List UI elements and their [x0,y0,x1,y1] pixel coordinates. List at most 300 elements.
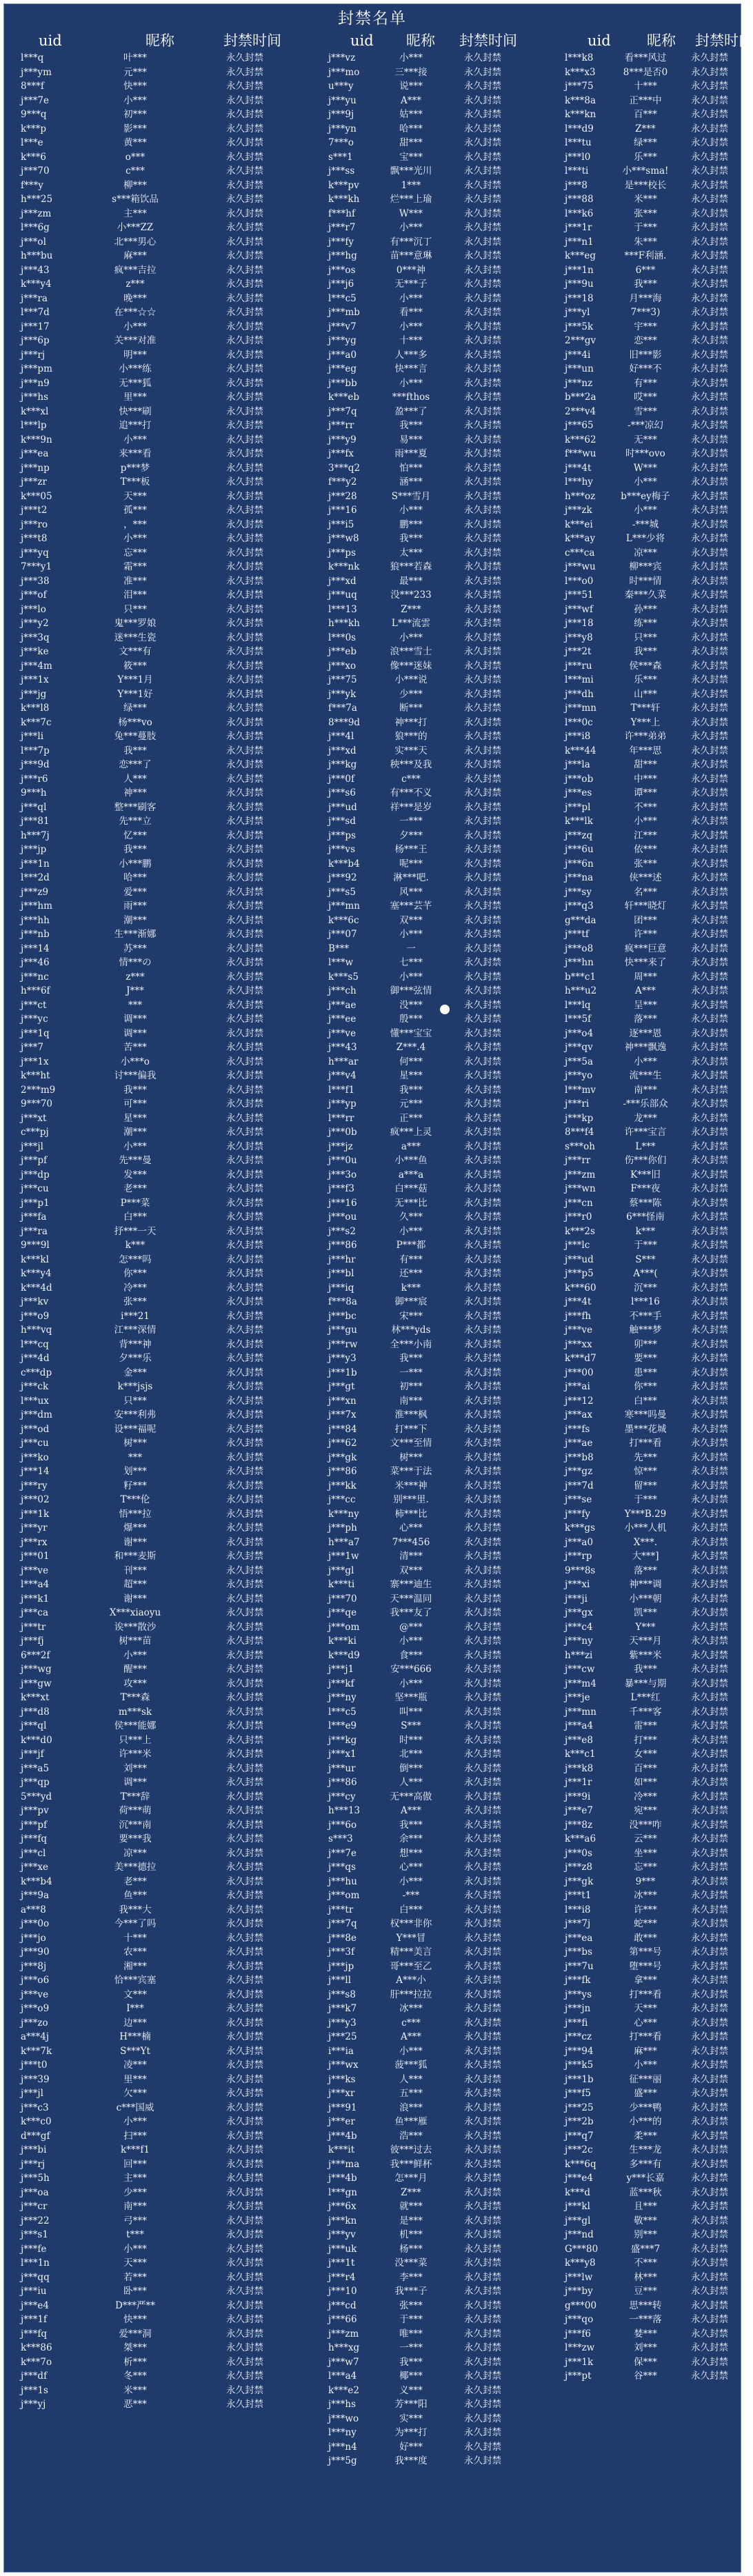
name-cell: L*** [635,1140,656,1152]
ban-time-cell: 永久封禁 [226,1395,263,1407]
name-cell: 追***打 [119,420,152,431]
name-cell: 凉*** [634,547,657,559]
table-row [4,433,741,447]
uid-cell: j***mn [328,900,360,912]
uid-cell: j***8e [328,1932,357,1944]
ban-time-cell: 永久封禁 [691,2158,728,2170]
ban-time-cell: 永久封禁 [691,250,728,261]
name-cell: 恰***宾塞 [114,1975,157,1986]
ban-time-cell: 永久封禁 [226,335,263,346]
uid-cell: j***ra [21,1225,48,1237]
uid-cell: j***hu [328,1875,357,1887]
name-cell: k***f1 [120,2144,150,2155]
ban-time-cell: 永久封禁 [691,1932,728,1944]
ban-time-cell: 永久封禁 [226,1904,263,1915]
table-row [4,2157,741,2171]
ban-time-cell: 永久封禁 [464,971,501,983]
name-cell: 9*** [635,1875,656,1887]
ban-time-cell: 永久封禁 [691,2173,728,2184]
ban-time-cell: 永久封禁 [464,590,501,601]
name-cell: 绿*** [634,137,657,148]
ban-time-cell: 永久封禁 [464,900,501,912]
ban-time-cell: 永久封禁 [464,2186,501,2198]
ban-time-cell: 永久封禁 [464,1636,501,1647]
uid-cell: l***zw [565,2342,595,2353]
ban-time-cell: 永久封禁 [464,307,501,318]
ban-time-cell: 永久封禁 [226,1381,263,1392]
uid-cell: j***4d [21,1353,50,1364]
uid-cell: j***v4 [328,1070,357,1081]
table-row [4,179,741,192]
name-cell: 蛇*** [634,1918,657,1929]
name-cell: 北*** [399,1749,423,1760]
ban-time-cell: 永久封禁 [691,2356,728,2368]
ban-time-cell: 永久封禁 [226,109,263,120]
uid-cell: k***eg [565,250,596,261]
name-cell: 倒*** [399,1762,423,1774]
uid-cell: k***b4 [328,858,360,869]
ban-time-cell: 永久封禁 [464,1466,501,1477]
ban-time-cell: 永久封禁 [226,1211,263,1222]
uid-cell: j***92 [328,872,357,883]
ban-time-cell: 永久封禁 [691,716,728,728]
ban-time-cell: 永久封禁 [464,1536,501,1548]
ban-time-cell: 永久封禁 [691,2031,728,2042]
uid-cell: j***9i [565,1791,591,1802]
uid-cell: l***c5 [328,292,357,304]
ban-time-cell: 永久封禁 [464,137,501,148]
ban-time-cell: 永久封禁 [464,236,501,248]
name-cell: 祥***是岁 [390,801,432,813]
name-cell: 小*** [399,1636,423,1647]
name-cell: 乐*** [634,674,657,685]
ban-time-cell: 永久封禁 [464,886,501,898]
ban-time-cell: 永久封禁 [691,1140,728,1152]
uid-cell: j***1f [21,2314,48,2325]
ban-time-cell: 永久封禁 [464,208,501,219]
uid-cell: j***zm [328,2328,359,2339]
name-cell: 七*** [399,957,423,968]
uid-cell: j***a4 [565,1720,594,1731]
uid-cell: 9***q [21,109,47,120]
ban-time-cell: 永久封禁 [691,872,728,883]
uid-cell: j***hr [328,1254,356,1265]
ban-time-cell: 永久封禁 [464,222,501,233]
ban-time-cell: 永久封禁 [226,1169,263,1180]
name-cell: 里*** [123,2073,147,2085]
uid-cell: j***l0 [565,151,591,163]
uid-cell: j***0s [565,1847,592,1859]
uid-cell: j***gz [565,1466,593,1477]
uid-cell: j***yu [328,94,357,106]
name-cell: 凉*** [123,1847,147,1859]
ban-time-cell: 永久封禁 [464,688,501,700]
table-row [4,2143,741,2157]
uid-cell: l***7p [21,745,50,756]
ban-time-cell: 永久封禁 [226,999,263,1011]
name-cell: 扫*** [123,2130,147,2142]
uid-cell: 8***9d [328,716,361,728]
uid-cell: j***ee [328,1014,357,1025]
name-cell: 椰*** [399,2371,423,2382]
ban-time-cell: 永久封禁 [464,2314,501,2325]
name-cell: 义*** [399,2384,423,2396]
uid-cell: l***a4 [21,1579,50,1590]
ban-time-cell: 永久封禁 [691,1720,728,1731]
ban-time-cell: 永久封禁 [226,2073,263,2085]
uid-cell: j***4b [328,2173,357,2184]
uid-cell: j***od [21,1423,50,1435]
ban-time-cell: 永久封禁 [226,1734,263,1746]
ban-time-cell: 永久封禁 [226,561,263,572]
name-cell: 杨***vo [118,716,152,728]
ban-time-cell: 永久封禁 [226,236,263,248]
ban-time-cell: 永久封禁 [464,2271,501,2283]
ban-time-cell: 永久封禁 [691,1564,728,1576]
ban-time-cell: 永久封禁 [464,1762,501,1774]
name-cell: 影*** [123,123,147,134]
ban-time-cell: 永久封禁 [464,1904,501,1915]
ban-time-cell: 永久封禁 [464,632,501,643]
uid-cell: j***ql [21,1720,47,1731]
name-cell: 寒***吗曼 [624,1409,667,1420]
name-cell: 许*** [634,929,657,940]
uid-cell: j***86 [328,1777,357,1788]
uid-cell: j***e8 [565,1734,594,1746]
name-cell: 人*** [399,1777,423,1788]
ban-time-cell: 永久封禁 [226,165,263,177]
table-row [4,1592,741,1606]
ban-time-cell: 永久封禁 [226,957,263,968]
uid-cell: j***ji [565,1593,588,1604]
name-cell: 淋***吧. [393,872,429,883]
ban-time-cell: 永久封禁 [226,1098,263,1109]
name-cell: 有***沉丁 [390,236,432,248]
name-cell: 荷***萌 [119,1805,152,1816]
ban-time-cell: 永久封禁 [691,194,728,205]
uid-cell: b***2a [565,392,596,403]
uid-cell: j***gk [565,1875,594,1887]
uid-cell: j***fe [21,2243,47,2255]
name-cell: 谢*** [123,1593,147,1604]
uid-cell: h***ar [328,1056,359,1067]
ban-time-cell: 永久封禁 [226,2158,263,2170]
name-cell: 有***不义 [390,787,432,798]
ban-time-cell: 永久封禁 [226,377,263,389]
ban-time-cell: 永久封禁 [691,1381,728,1392]
name-cell: S*** [401,1720,421,1731]
name-cell: 小*** [399,377,423,389]
uid-cell: k***d9 [328,1649,360,1661]
ban-time-cell: 永久封禁 [464,377,501,389]
ban-time-cell: 永久封禁 [226,1918,263,1929]
name-cell: 哎*** [634,392,657,403]
name-cell: p***梦 [120,462,150,474]
name-cell: 第***号 [629,1946,662,1958]
ban-time-cell: 永久封禁 [691,660,728,672]
ban-time-cell: 永久封禁 [464,1593,501,1604]
uid-cell: j***of [21,590,47,601]
uid-cell: l***2d [21,872,50,883]
ban-time-cell: 永久封禁 [226,1536,263,1548]
ban-time-cell: 永久封禁 [464,872,501,883]
name-cell: 最*** [399,575,423,587]
name-cell: 我***度 [394,2455,428,2466]
table-row [4,1649,741,1662]
uid-cell: j***4b [328,2130,357,2142]
uid-cell: j***xe [21,1862,49,1873]
ban-time-cell: 永久封禁 [691,1169,728,1180]
name-cell: 五*** [399,2088,423,2099]
uid-cell: j***z8 [565,1862,593,1873]
ban-time-cell: 永久封禁 [691,1678,728,1689]
name-cell: 初*** [399,1381,423,1392]
uid-cell: j***t2 [21,505,48,516]
name-cell: 盛***7 [630,2243,661,2255]
ban-time-cell: 永久封禁 [464,420,501,431]
ban-time-cell: 永久封禁 [226,94,263,106]
name-cell: 我*** [634,646,657,657]
uid-cell: k***ay [565,533,596,544]
uid-cell: j***ke [21,646,49,657]
uid-cell: j***9d [21,759,50,770]
uid-cell: a***4j [21,2031,50,2042]
table-row [4,1889,741,1902]
ban-time-cell: 永久封禁 [464,2413,501,2424]
uid-cell: j***se [565,1494,592,1505]
ban-time-cell: 永久封禁 [691,279,728,290]
ban-time-cell: 永久封禁 [691,420,728,431]
ban-time-cell: 永久封禁 [464,52,501,63]
name-cell: -***城 [632,519,659,530]
ban-time-cell: 永久封禁 [464,716,501,728]
name-cell: 盛*** [634,2088,657,2099]
ban-time-cell: 永久封禁 [691,236,728,248]
table-row [4,814,741,828]
table-row [4,885,741,899]
name-cell: 人*** [399,2073,423,2085]
name-cell: 清*** [399,1551,423,1562]
name-cell: 好***不 [629,363,662,374]
name-cell: 凌*** [123,2060,147,2071]
ban-time-cell: 永久封禁 [226,1762,263,1774]
uid-cell: j***nb [21,929,50,940]
name-cell: 文***至情 [390,1438,432,1449]
ban-time-cell: 永久封禁 [691,2088,728,2099]
name-cell: 三***接 [394,66,428,78]
ban-time-cell: 永久封禁 [464,816,501,827]
ban-time-cell: 永久封禁 [691,1338,728,1350]
table-row [4,2355,741,2369]
table-row [4,2284,741,2298]
name-cell: 菜***于法 [390,1466,432,1477]
name-cell: 朱*** [634,236,657,248]
table-row [4,1549,741,1563]
uid-cell: j***jg [21,688,47,700]
uid-cell: d***gf [21,2130,50,2142]
uid-cell: l***ti [565,165,589,177]
ban-time-cell: 永久封禁 [226,914,263,926]
name-cell: 冰*** [634,1890,657,1901]
uid-cell: j***xi [565,1579,590,1590]
name-cell: 张*** [123,1296,147,1307]
ban-time-cell: 永久封禁 [691,590,728,601]
name-cell: 天*** [634,2003,657,2014]
name-cell: 无***子 [394,279,428,290]
table-row [4,1804,741,1818]
table-row [4,249,741,263]
name-cell: 无***狐 [119,377,152,389]
uid-cell: j***hn [565,957,594,968]
name-cell: 白***菇 [394,1183,428,1194]
ban-time-cell: 永久封禁 [464,434,501,445]
name-cell: 6*** [635,264,656,276]
table-row [4,192,741,206]
ban-time-cell: 永久封禁 [691,2102,728,2113]
name-cell: 流***生 [629,1070,662,1081]
ban-time-cell: 永久封禁 [464,943,501,954]
ban-time-cell: 永久封禁 [226,2031,263,2042]
uid-cell: j***yr [21,1522,48,1533]
name-cell: 我***子 [394,2286,428,2297]
uid-cell: j***1k [21,1508,50,1520]
uid-cell: j***07 [328,929,357,940]
name-cell: 叶*** [123,52,147,63]
uid-cell: j***er [328,2116,355,2127]
table-row [4,2214,741,2228]
uid-cell: j***zk [565,505,592,516]
ban-time-cell: 永久封禁 [226,1240,263,1251]
name-cell: 卯*** [634,1338,657,1350]
uid-cell: j***ol [21,236,46,248]
uid-cell: j***14 [21,1466,50,1477]
name-cell: X***. [633,1536,658,1548]
name-cell: -***乐部众 [623,1098,668,1109]
uid-cell: k***b4 [21,1875,52,1887]
name-cell: 看*** [399,307,423,318]
name-cell: 小*** [399,632,423,643]
name-cell: 怎***吗 [119,1254,152,1265]
name-cell: 神***飘逸 [624,1042,667,1053]
uid-cell: j***ob [565,773,594,785]
name-cell: 小*** [399,929,423,940]
ban-time-cell: 永久封禁 [691,900,728,912]
ban-time-cell: 永久封禁 [226,1819,263,1831]
uid-cell: h***oz [565,490,596,502]
name-cell: 准*** [123,575,147,587]
uid-cell: j***pf [21,1819,48,1831]
uid-cell: j***70 [21,165,50,177]
uid-cell: j***xd [328,745,357,756]
ban-time-cell: 永久封禁 [691,2371,728,2382]
table-row [4,1351,741,1365]
ban-time-cell: 永久封禁 [226,2342,263,2353]
ban-time-cell: 永久封禁 [691,914,728,926]
ban-time-cell: 永久封禁 [226,1805,263,1816]
name-cell: 诶***散沙 [114,1621,157,1633]
name-cell: 宇*** [634,321,657,332]
uid-cell: j***ae [565,1438,593,1449]
uid-cell: j***ea [21,448,49,459]
uid-cell: j***q7 [565,2130,594,2142]
name-cell: 坚***瓶 [394,1692,428,1703]
ban-time-cell: 永久封禁 [464,1819,501,1831]
name-cell: 姑*** [399,109,423,120]
table-row [4,1408,741,1422]
uid-cell: f***hf [328,208,355,219]
name-cell: 先***曼 [119,1155,152,1166]
ban-time-cell: 永久封禁 [691,264,728,276]
ban-time-cell: 永久封禁 [691,1692,728,1703]
uid-cell: j***8 [565,179,588,191]
table-row [4,1182,741,1196]
name-cell: T***板 [120,476,150,487]
uid-cell: j***1r [565,1777,592,1788]
table-row [4,79,741,93]
uid-cell: j***yn [328,123,357,134]
uid-cell: j***cz [565,2031,592,2042]
ban-time-cell: 永久封禁 [691,1423,728,1435]
name-cell: 没*** [399,999,423,1011]
name-cell: 米***神 [394,1480,428,1491]
name-cell: 小*** [399,1225,423,1237]
table-row [4,1493,741,1507]
table-row [4,1338,741,1351]
ban-time-cell: 永久封禁 [691,448,728,459]
uid-cell: j***dp [21,1169,50,1180]
name-cell: 江***深情 [114,1325,157,1336]
ban-time-cell: 永久封禁 [226,505,263,516]
name-cell: 兔***蔓肢 [114,731,157,742]
ban-time-cell: 永久封禁 [464,1564,501,1576]
uid-cell: j***kp [565,1112,594,1124]
uid-cell: k***xt [21,1692,50,1703]
uid-cell: j***vz [328,52,356,63]
ban-time-cell: 永久封禁 [226,349,263,361]
uid-cell: j***iu [21,2286,47,2297]
ban-time-cell: 永久封禁 [226,2088,263,2099]
uid-cell: l***ny [328,2427,357,2438]
name-cell: 留*** [634,1480,657,1491]
uid-cell: j***ea [565,1932,593,1944]
ban-time-cell: 永久封禁 [226,660,263,672]
name-cell: 保*** [634,2356,657,2368]
uid-cell: k***7c [21,716,52,728]
ban-time-cell: 永久封禁 [226,632,263,643]
uid-cell: h***bu [21,250,53,261]
ban-time-cell: 永久封禁 [691,2130,728,2142]
uid-cell: j***ax [565,1409,593,1420]
header-name-col2: 昵称 [406,32,435,49]
ban-time-cell: 永久封禁 [464,1027,501,1039]
ban-time-cell: 永久封禁 [691,1084,728,1096]
ban-time-cell: 永久封禁 [691,957,728,968]
uid-cell: j***ry [21,1480,48,1491]
ban-time-cell: 永久封禁 [691,292,728,304]
name-cell: 快***来了 [624,957,667,968]
name-cell: 一 [406,943,416,954]
table-row [4,405,741,419]
ban-list-panel [3,3,753,2573]
table-row [4,1775,741,1789]
table-row [4,51,741,65]
ban-time-cell: 永久封禁 [691,2045,728,2057]
name-cell: 还*** [399,1268,423,1279]
name-cell: 攻*** [123,1678,147,1689]
uid-cell: k***60 [565,1282,596,1294]
name-cell: 少*** [399,688,423,700]
ban-time-cell: 永久封禁 [226,179,263,191]
